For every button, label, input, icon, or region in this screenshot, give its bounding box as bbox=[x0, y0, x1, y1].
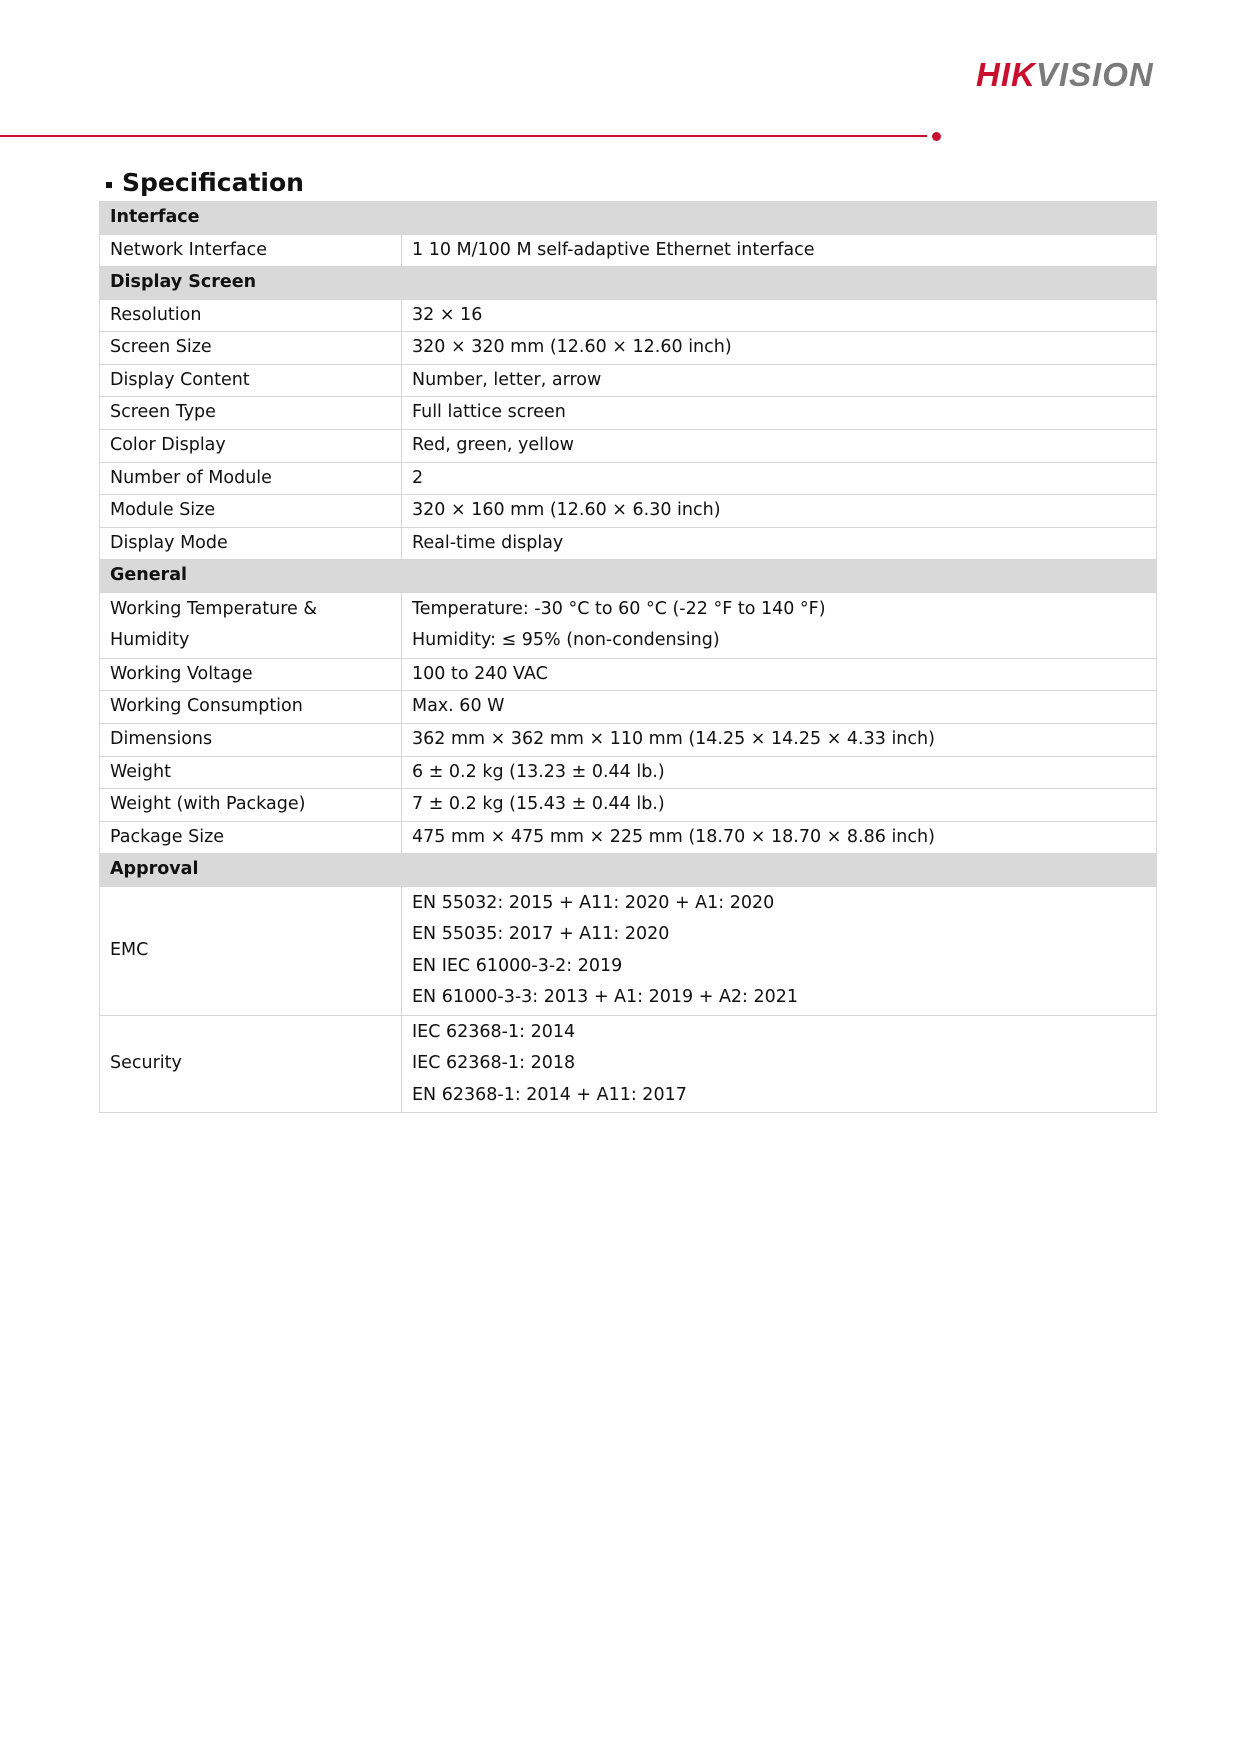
spec-value bbox=[402, 756, 1157, 789]
spec-key: Weight (with Package) bbox=[100, 789, 402, 822]
spec-key: Module Size bbox=[100, 495, 402, 528]
spec-key: Working Consumption bbox=[100, 691, 402, 724]
table-row bbox=[100, 724, 1157, 757]
spec-value-line: 6 ± 0.2 kg (13.23 ± 0.44 lb.) bbox=[412, 761, 665, 782]
spec-value bbox=[402, 299, 1157, 332]
table-row bbox=[100, 789, 1157, 822]
table-row bbox=[100, 821, 1157, 854]
spec-value bbox=[402, 821, 1157, 854]
spec-value-line: 32 × 16 bbox=[412, 304, 483, 325]
group-header-row bbox=[100, 202, 1157, 235]
specification-table-body bbox=[100, 202, 1157, 1113]
spec-key: Resolution bbox=[100, 299, 402, 332]
spec-value-line: 100 to 240 VAC bbox=[412, 663, 548, 684]
spec-key: Dimensions bbox=[100, 724, 402, 757]
spec-key: Security bbox=[100, 1015, 402, 1113]
spec-value-line: 2 bbox=[412, 467, 424, 488]
spec-value bbox=[402, 658, 1157, 691]
spec-value-line: 7 ± 0.2 kg (15.43 ± 0.44 lb.) bbox=[412, 794, 665, 815]
table-row bbox=[100, 658, 1157, 691]
spec-value bbox=[402, 234, 1157, 267]
group-header: Approval bbox=[100, 854, 1157, 887]
spec-value-line: Red, green, yellow bbox=[412, 435, 574, 456]
spec-value-line: Temperature: -30 °C to 60 °C (-22 °F to 140 °F) bbox=[412, 598, 826, 619]
table-row bbox=[100, 756, 1157, 789]
table-row bbox=[100, 592, 1157, 658]
spec-key-line: Working Temperature & bbox=[110, 598, 318, 619]
spec-value-line: Max. 60 W bbox=[412, 696, 505, 717]
spec-value bbox=[402, 397, 1157, 430]
section-heading bbox=[106, 166, 304, 200]
spec-value bbox=[402, 886, 1157, 1015]
table-row bbox=[100, 364, 1157, 397]
spec-value-line: EN 55032: 2015 + A11: 2020 + A1: 2020 bbox=[412, 892, 775, 913]
group-header: Interface bbox=[100, 202, 1157, 235]
spec-value bbox=[402, 527, 1157, 560]
spec-value-line: Humidity: ≤ 95% (non-condensing) bbox=[412, 630, 720, 651]
spec-key: Display Mode bbox=[100, 527, 402, 560]
spec-value bbox=[402, 364, 1157, 397]
table-row bbox=[100, 527, 1157, 560]
table-row bbox=[100, 886, 1157, 1015]
specification-table bbox=[99, 201, 1157, 1113]
group-header: Display Screen bbox=[100, 267, 1157, 300]
group-header-row bbox=[100, 854, 1157, 887]
group-header-row bbox=[100, 267, 1157, 300]
spec-value bbox=[402, 724, 1157, 757]
spec-key: EMC bbox=[100, 886, 402, 1015]
logo-text-vision: VISION bbox=[1035, 56, 1154, 93]
spec-value bbox=[402, 691, 1157, 724]
spec-value-line: EN 55035: 2017 + A11: 2020 bbox=[412, 924, 670, 945]
hikvision-logo bbox=[976, 56, 1181, 94]
header-divider-line bbox=[0, 135, 927, 137]
spec-value-line: Real-time display bbox=[412, 532, 564, 553]
spec-value-line: 320 × 320 mm (12.60 × 12.60 inch) bbox=[412, 337, 732, 358]
spec-key: Package Size bbox=[100, 821, 402, 854]
table-row bbox=[100, 1015, 1157, 1113]
table-row bbox=[100, 397, 1157, 430]
spec-value bbox=[402, 1015, 1157, 1113]
table-row bbox=[100, 495, 1157, 528]
spec-value bbox=[402, 429, 1157, 462]
spec-value bbox=[402, 592, 1157, 658]
spec-value-line: IEC 62368-1: 2018 bbox=[412, 1053, 576, 1074]
spec-key: Network Interface bbox=[100, 234, 402, 267]
table-row bbox=[100, 462, 1157, 495]
spec-key: Working Voltage bbox=[100, 658, 402, 691]
spec-key: Screen Size bbox=[100, 332, 402, 365]
spec-value-line: EN 62368-1: 2014 + A11: 2017 bbox=[412, 1084, 687, 1105]
spec-value bbox=[402, 462, 1157, 495]
bullet-icon bbox=[106, 182, 112, 188]
spec-value bbox=[402, 332, 1157, 365]
table-row bbox=[100, 234, 1157, 267]
header-divider-dot bbox=[932, 132, 941, 141]
section-title: Specification bbox=[122, 168, 304, 197]
logo-text-hik: HIK bbox=[976, 56, 1036, 93]
table-row bbox=[100, 332, 1157, 365]
spec-key bbox=[100, 592, 402, 658]
spec-value-line: IEC 62368-1: 2014 bbox=[412, 1021, 576, 1042]
group-header: General bbox=[100, 560, 1157, 593]
spec-value-line: Full lattice screen bbox=[412, 402, 566, 423]
spec-value-line: EN 61000-3-3: 2013 + A1: 2019 + A2: 2021 bbox=[412, 987, 799, 1008]
spec-value-line: EN IEC 61000-3-2: 2019 bbox=[412, 955, 623, 976]
spec-value-line: 1 10 M/100 M self-adaptive Ethernet interface bbox=[412, 239, 815, 260]
spec-key: Color Display bbox=[100, 429, 402, 462]
table-row bbox=[100, 429, 1157, 462]
table-row bbox=[100, 299, 1157, 332]
table-row bbox=[100, 691, 1157, 724]
spec-value-line: 362 mm × 362 mm × 110 mm (14.25 × 14.25 × 4.33 inch) bbox=[412, 729, 935, 750]
spec-value bbox=[402, 495, 1157, 528]
spec-key: Screen Type bbox=[100, 397, 402, 430]
spec-key-line: Humidity bbox=[110, 630, 190, 651]
spec-key: Display Content bbox=[100, 364, 402, 397]
spec-key: Weight bbox=[100, 756, 402, 789]
spec-value bbox=[402, 789, 1157, 822]
spec-value-line: 320 × 160 mm (12.60 × 6.30 inch) bbox=[412, 500, 721, 521]
spec-value-line: 475 mm × 475 mm × 225 mm (18.70 × 18.70 × 8.86 inch) bbox=[412, 826, 935, 847]
group-header-row bbox=[100, 560, 1157, 593]
spec-value-line: Number, letter, arrow bbox=[412, 369, 602, 390]
spec-key: Number of Module bbox=[100, 462, 402, 495]
